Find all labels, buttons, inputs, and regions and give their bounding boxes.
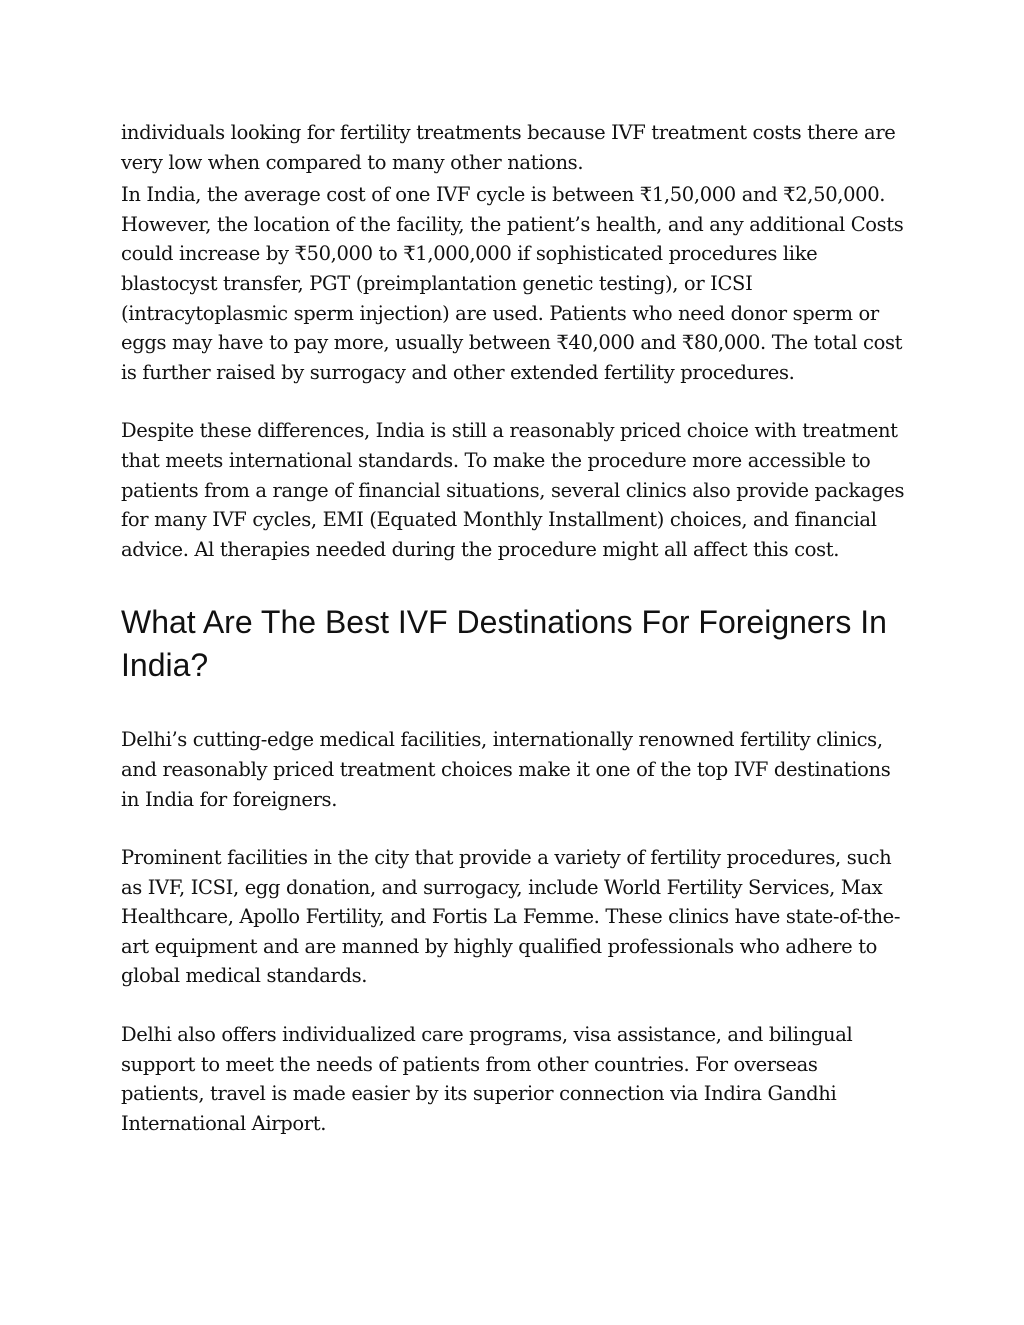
section-heading: What Are The Best IVF Destinations For Foreigners In India?: [121, 604, 887, 684]
paragraph-delhi-overview: Delhi’s cutting-edge medical facilities, internationally renowned fertility clinics, and reasonably priced treatment choices make it one of the top IVF destinations in India for foreigners.: [121, 728, 891, 811]
paragraph-delhi-support: Delhi also offers individualized care programs, visa assistance, and bilingual support to meet the needs of patients from other countries. For overseas patients, travel is made easier by its superior connection via Indira Gandhi International Airport.: [121, 1023, 853, 1135]
paragraph-intro-continued: individuals looking for fertility treatments because IVF treatment costs there are very low when compared to many other nations.: [121, 121, 896, 174]
paragraph-ivf-cost: In India, the average cost of one IVF cycle is between ₹1,50,000 and ₹2,50,000. However, the location of the facility, the patient’s health, and any additional Costs could increase by ₹50,000 to ₹1,000,000 if sophisticated procedures like blastocyst transfer, PGT (preimplantation genetic testing), or ICSI (intracytoplasmic sperm injection) are used. Patients who need donor sperm or eggs may have to pay more, usually between ₹40,000 and ₹80,000. The total cost is further raised by surrogacy and other extended fertility procedures.: [121, 183, 904, 384]
paragraph-delhi-facilities: Prominent facilities in the city that provide a variety of fertility procedures, such as IVF, ICSI, egg donation, and surrogacy, include World Fertility Services, Max Healthcare, Apollo Fertility, and Fortis La Femme. These clinics have state-of-the-art equipment and are manned by highly qualified professionals who adhere to global medical standards.: [121, 846, 901, 988]
paragraph-affordability: Despite these differences, India is still a reasonably priced choice with treatment that meets international standards. To make the procedure more accessible to patients from a range of financial situations, several clinics also provide packages for many IVF cycles, EMI (Equated Monthly Installment) choices, and financial advice. Al therapies needed during the procedure might all affect this cost.: [121, 419, 905, 561]
document-page: [121, 118, 906, 1138]
